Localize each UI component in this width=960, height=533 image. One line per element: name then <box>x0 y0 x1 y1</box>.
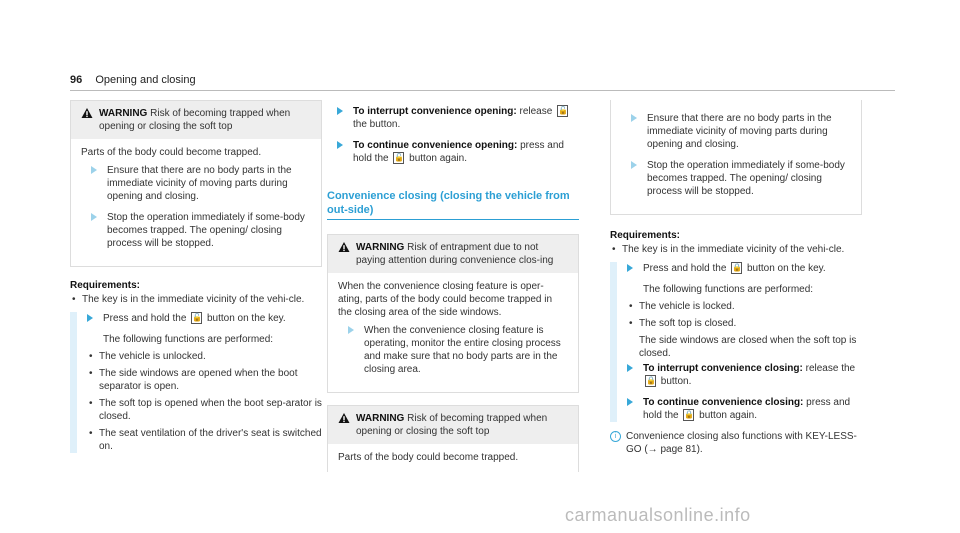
warning-box <box>70 100 322 267</box>
lock-key-icon: 🔒 <box>646 376 656 386</box>
watermark: carmanualsonline.info <box>565 505 751 525</box>
column-1 <box>70 100 322 457</box>
lock-key-icon: 🔒 <box>684 410 695 420</box>
warning-label: WARNING <box>356 242 405 253</box>
arrow-icon <box>627 364 633 372</box>
function-item: • The vehicle is locked. <box>617 300 862 313</box>
continue-step <box>617 396 862 422</box>
warning-text: Risk of entrapment due to not paying attention during convenience clos-ing <box>356 242 554 266</box>
warning-body <box>328 444 578 472</box>
function-item: • The soft top is opened when the boot sep-arator is closed. <box>77 397 322 423</box>
step-text: press and hold the <box>353 140 564 164</box>
arrow-icon <box>91 166 97 174</box>
step-text: release the <box>805 363 856 374</box>
info-icon: i <box>610 431 621 442</box>
arrow-icon <box>91 213 97 221</box>
main-step <box>77 312 322 325</box>
arrow-icon <box>627 264 633 272</box>
warning-box-continued <box>610 100 862 215</box>
warning-body <box>328 273 578 392</box>
page-number: 96 <box>70 74 83 86</box>
warning-text: Risk of becoming trapped when opening or closing the soft top <box>99 108 291 132</box>
arrow-icon <box>337 141 343 149</box>
unlock-key-icon: 🔓 <box>394 153 405 163</box>
interrupt-step <box>327 105 579 131</box>
unlock-key-icon: 🔓 <box>192 313 203 323</box>
section-heading: Convenience closing (closing the vehicle from out-side) <box>327 190 570 216</box>
warning-label: WARNING <box>99 108 148 119</box>
warning-header <box>328 406 578 444</box>
function-note: The side windows are closed when the soft top is closed. <box>639 335 857 359</box>
warning-label: WARNING <box>356 413 405 424</box>
info-text[interactable]: Convenience closing also functions with KEY-LESS-GO (→ page 81). <box>626 431 857 455</box>
warning-box <box>327 405 579 472</box>
step-text: button on the key. <box>206 313 286 324</box>
warning-icon <box>81 107 93 119</box>
section-title: Opening and closing <box>95 74 196 86</box>
arrow-icon <box>631 161 637 169</box>
warning-icon <box>338 241 350 253</box>
heading-rule <box>327 219 579 220</box>
warning-step <box>81 211 311 250</box>
step-text: Press and hold the <box>103 313 187 324</box>
step-text: Press and hold the <box>643 263 727 274</box>
step-text: button again. <box>409 153 467 164</box>
requirement-item: • The key is in the immediate vicinity of the vehi-cle. <box>610 243 862 256</box>
warning-body-text: Parts of the body could become trapped. <box>338 452 519 463</box>
functions-intro: The following functions are performed: <box>103 334 274 345</box>
warning-step <box>338 324 568 376</box>
function-item: • The side windows are opened when the boot separator is open. <box>77 367 322 393</box>
step-text: press and hold the <box>643 397 851 421</box>
function-item: • The seat ventilation of the driver's seat is switched on. <box>77 427 322 453</box>
warning-header <box>328 235 578 273</box>
step-text: the button. <box>353 119 401 130</box>
function-item: • The vehicle is unlocked. <box>77 350 322 363</box>
column-2 <box>327 100 579 484</box>
instruction-block <box>70 312 322 453</box>
step-text: Ensure that there are no body parts in the immediate vicinity of moving parts during opening and closing. <box>647 113 832 150</box>
step-text: release <box>519 106 553 117</box>
step-text: Ensure that there are no body parts in the immediate vicinity of moving parts during opening and closing. <box>107 165 292 202</box>
step-text: button on the key. <box>746 263 826 274</box>
step-lead: To interrupt convenience opening: <box>353 106 517 117</box>
arrow-icon <box>348 326 354 334</box>
unlock-key-icon: 🔓 <box>558 106 569 116</box>
header-divider <box>70 90 895 91</box>
step-lead: To interrupt convenience closing: <box>643 363 803 374</box>
continue-step <box>327 139 579 165</box>
warning-header <box>71 101 321 139</box>
lock-key-icon: 🔒 <box>732 263 743 273</box>
main-step <box>617 262 862 275</box>
requirements-title: Requirements: <box>610 230 681 241</box>
step-text: Stop the operation immediately if some-body becomes trapped. The opening/ closing process will be stopped. <box>647 160 845 197</box>
instruction-block <box>610 262 862 422</box>
arrow-icon <box>337 107 343 115</box>
warning-icon <box>338 412 350 424</box>
step-lead: To continue convenience closing: <box>643 397 804 408</box>
arrow-icon <box>627 398 633 406</box>
warning-body-text: Parts of the body could become trapped. <box>81 147 262 158</box>
function-item: • The soft top is closed. <box>617 317 862 330</box>
functions-intro: The following functions are performed: <box>643 284 814 295</box>
warning-box <box>327 234 579 393</box>
step-lead: To continue convenience opening: <box>353 140 518 151</box>
warning-step <box>621 112 851 151</box>
step-text: When the convenience closing feature is operating, monitor the entire closing process and make sure that no body parts are in the closing area. <box>364 325 561 375</box>
column-3 <box>610 100 862 456</box>
step-text: Stop the operation immediately if some-body becomes trapped. The opening/ closing process will be stopped. <box>107 212 305 249</box>
step-text: button again. <box>699 410 757 421</box>
warning-body <box>71 139 321 266</box>
info-note <box>610 430 862 456</box>
arrow-icon <box>631 114 637 122</box>
requirements-title: Requirements: <box>70 280 141 291</box>
warning-step <box>621 159 851 198</box>
warning-body-text: When the convenience closing feature is oper-ating, parts of the body could become trapped in the closing area of the side windows. <box>338 281 553 318</box>
warning-text: Risk of becoming trapped when opening or closing the soft top <box>356 413 548 437</box>
warning-step <box>81 164 311 203</box>
page-header <box>70 74 196 86</box>
arrow-icon <box>87 314 93 322</box>
requirement-item: • The key is in the immediate vicinity of the vehi-cle. <box>70 293 322 306</box>
warning-body <box>611 100 861 214</box>
interrupt-step <box>617 362 862 388</box>
step-text: button. <box>660 376 692 387</box>
